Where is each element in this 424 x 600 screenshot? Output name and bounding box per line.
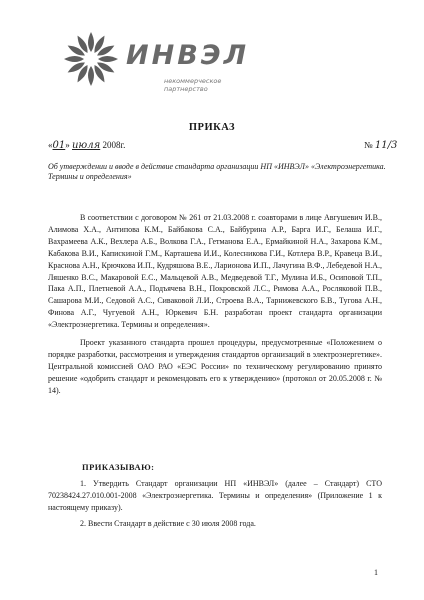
decree-item: 1. Утвердить Стандарт организации НП «ИНВЭЛ» (далее – Стандарт) СТО 70238424.27.010.001-2008 «Электроэнергетика. Термины и определения» (Приложение 1 к настоящему приказу). [48, 479, 382, 512]
sun-emblem-icon [60, 28, 122, 90]
body-paragraph: В соответствии с договором № 261 от 21.03.2008 г. соавторами в лице Авгушевич И.В., Алимова Х.А., Антипова К.М., Байбакова С.А., Байбурина А.Р., Барга И.Г., Белаша И.Г., Вахрамеева А.К., Вехлера А.Б., Волкова Г.А., Гетманова Е.А., Ермайкиной Н.А., Захарова К.М., Кабакова В.И., Капискиной Г.М., Карташева И.И., Колесникова Г.И., Котлера В.Р., Кравеца В.И., Краснова А.Н., Крючкова И.П., Кудряшова В.Е., Ларионова И.П., Лачугина В.Ф., Лебедевой Н.А., Ляшенко В.С., Макаровой Е.С., Мальцевой А.В., Медведевой Т.Г., Мулина И.Б., Осиповой Т.П., Пака А.П., Плетневой А.А., Подъячева В.Н., Покровской Л.С., Римова А.А., Росляковой П.В., Сашарова М.И., Седовой А.С., Сиваковой Л.И., Строева В.А., Тарнижевского Б.В., Тугова А.Н., Финова А.Г., Чугуевой А.Н., Юркевич Б.Н. разработан проект стандарта организации «Электроэнергетика. Термины и определения». [48, 213, 382, 330]
date-mid-quote: » [65, 140, 70, 150]
decree-item: 2. Ввести Стандарт в действие с 30 июля 2008 года. [80, 519, 256, 528]
organization-logo [60, 28, 260, 93]
body-paragraph: Проект указанного стандарта прошел процедуры, предусмотренные «Положением о порядке разработки, рассмотрения и утверждения стандартов организаций в электроэнергетике». Центральной комиссией ОАО РАО «ЕЭС России» по техническому регулированию принято решение «одобрить стандарт и рекомендовать его к утверждению» (протокол от 20.05.2008 г. № 14). [48, 338, 382, 395]
decree-items [48, 478, 382, 530]
order-body [48, 212, 382, 397]
document-title: ПРИКАЗ [188, 122, 236, 133]
date-month: июля [71, 140, 101, 151]
number-value: 11/3 [374, 140, 398, 151]
logo-subtitle: некоммерческое партнерство [164, 77, 222, 93]
date-open-quote: « [48, 140, 53, 150]
date-year: 2008г. [102, 140, 126, 150]
order-subject: Об утверждении и вводе в действие стандарта организации НП «ИНВЭЛ» «Электроэнергетика. Термины и определения» [48, 162, 386, 181]
logo-name: ИНВЭЛ [126, 40, 250, 71]
decree-heading: ПРИКАЗЫВАЮ: [82, 462, 155, 472]
order-date [48, 140, 125, 151]
order-number [364, 140, 397, 151]
page-number: 1 [374, 568, 378, 577]
number-prefix: № [364, 140, 373, 150]
date-day: 01 [52, 140, 66, 151]
